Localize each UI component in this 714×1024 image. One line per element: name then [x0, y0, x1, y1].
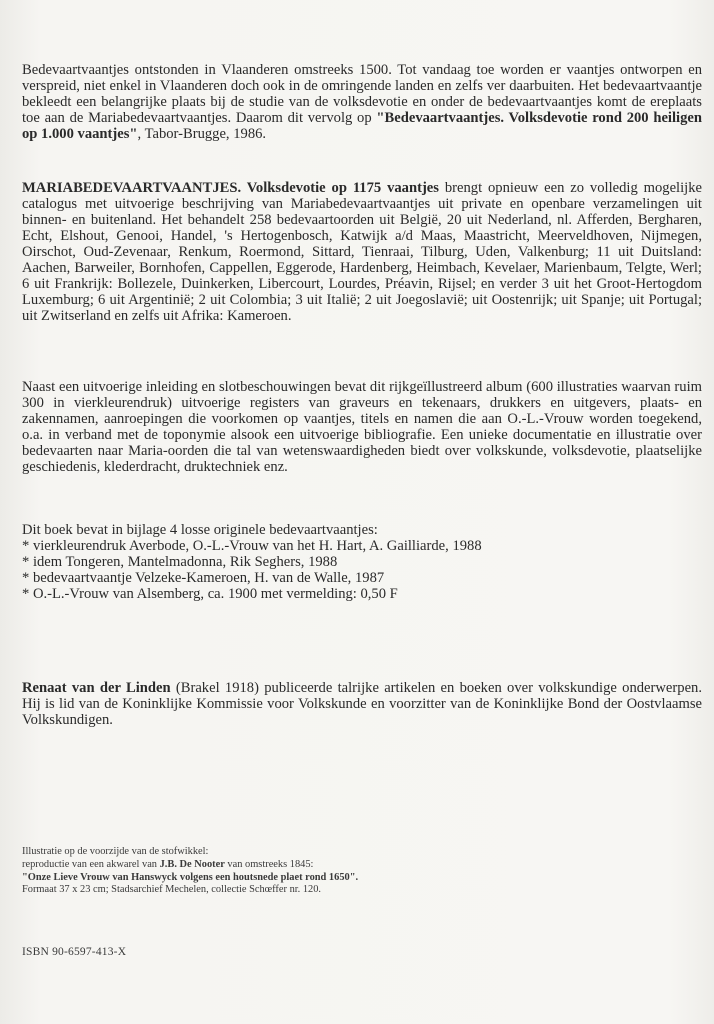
list-item: * vierkleurendruk Averbode, O.-L.-Vrouw van het H. Hart, A. Gailliarde, 1988 — [22, 538, 482, 554]
supplement-list — [22, 522, 702, 602]
author-name: Renaat van der Linden — [22, 680, 171, 696]
contents-paragraph — [22, 379, 702, 475]
catalog-text: brengt opnieuw een zo volledig mogelijke catalogus met uitvoerige beschrijving van Mariabedevaartvaantjes uit private en openbare verzamelingen uit binnen- en buitenland. Het behandelt 258 bedevaartoorden uit België, 20 uit Nederland, nl. Afferden, Bergharen, Echt, Elshout, Genooi, Handel, 's Hertogenbosch, Katwijk a/d Maas, Maastricht, Meerveldhoven, Nijmegen, Oirschot, Oud-Zevenaar, Renkum, Roermond, Sittard, Tienraai, Tilburg, Uden, Valkenburg; 11 uit Duitsland: Aachen, Barweiler, Bornhofen, Cappellen, Eggerode, Hardenberg, Heimbach, Kevelaer, Marienbaum, Telgte, Werl; 6 uit Frankrijk: Bollezele, Duinkerken, Libercourt, Lourdes, Préavin, Rijsel; en verder 3 uit het Groot-Hertogdom Luxemburg; 6 uit Argentinië; 2 uit Colombia; 3 uit Italië; 2 uit Joegoslavië; uit Oostenrijk; uit Spanje; uit Portugal; uit Zwitserland en zelfs uit Afrika: Kameroen. — [22, 180, 702, 324]
list-item: * bedevaartvaantje Velzeke-Kameroen, H. van de Walle, 1987 — [22, 570, 385, 586]
artwork-title: "Onze Lieve Vrouw van Hanswyck volgens een houtsnede plaet rond 1650". — [22, 871, 359, 883]
catalog-paragraph — [22, 180, 702, 324]
list-item: * idem Tongeren, Mantelmadonna, Rik Seghers, 1988 — [22, 554, 338, 570]
artist-name: J.B. De Nooter — [159, 858, 225, 870]
isbn: ISBN 90-6597-413-X — [22, 946, 127, 958]
intro-text: Bedevaartvaantjes ontstonden in Vlaanderen omstreeks 1500. Tot vandaag toe worden er vaantjes ontworpen en verspreid, niet enkel in Vlaanderen doch ook in de omringende landen en zelfs ver daarbuiten. Het bedevaartvaantje bekleedt een belangrijke plaats bij de studie van de volksdevotie en onder de bedevaartvaantjes komt de ereplaats toe aan de Mariabedevaartvaantjes. Daarom dit vervolg op — [22, 62, 702, 126]
credit-text: van omstreeks 1845: — [224, 858, 314, 870]
credit-line: Illustratie op de voorzijde van de stofwikkel: — [22, 846, 209, 857]
author-bio — [22, 680, 702, 728]
credit-line: Formaat 37 x 23 cm; Stadsarchief Mechelen, collectie Schœffer nr. 120. — [22, 884, 322, 896]
prior-book-title: "Bedevaartvaantjes. Volksdevotie rond 200 heiligen op 1.000 vaantjes" — [22, 110, 702, 142]
author-text: (Brakel 1918) publiceerde talrijke artikelen en boeken over volkskundige onderwerpen. Hij is lid van de Koninklijke Kommissie voor Volkskunde en voorzitter van de Koninklijke Bond der Oostvlaamse Volkskundigen. — [22, 680, 702, 728]
list-item: * O.-L.-Vrouw van Alsemberg, ca. 1900 met vermelding: 0,50 F — [22, 586, 398, 602]
book-title: MARIABEDEVAARTVAANTJES. Volksdevotie op 1175 vaantjes — [22, 180, 439, 196]
intro-paragraph — [22, 62, 702, 142]
contents-text: Naast een uitvoerige inleiding en slotbeschouwingen bevat dit rijkgeïllustreerd album (600 illustraties waarvan ruim 300 in vierkleurendruk) uitvoerige registers van graveurs en tekenaars, drukkers en uitgevers, plaats- en zakennamen, aanroepingen die voorkomen op vaantjes, titels en namen die aan O.-L.-Vrouw worden toegekend, o.a. in verband met de toponymie alsook een uitvoerige bibliografie. Een unieke documentatie en illustratie over bedevaarten naar Maria-oorden die tal van wetenswaardigheden biedt over volkskunde, volksdevotie, plaatselijke geschiedenis, klederdracht, druktechniek enz. — [22, 379, 702, 475]
intro-publisher: , Tabor-Brugge, 1986. — [137, 126, 267, 142]
supplement-intro: Dit boek bevat in bijlage 4 losse originele bedevaartvaantjes: — [22, 522, 378, 538]
credit-line — [22, 859, 582, 872]
illustration-credit — [22, 846, 582, 897]
credit-text: reproductie van een akwarel van — [22, 858, 160, 870]
